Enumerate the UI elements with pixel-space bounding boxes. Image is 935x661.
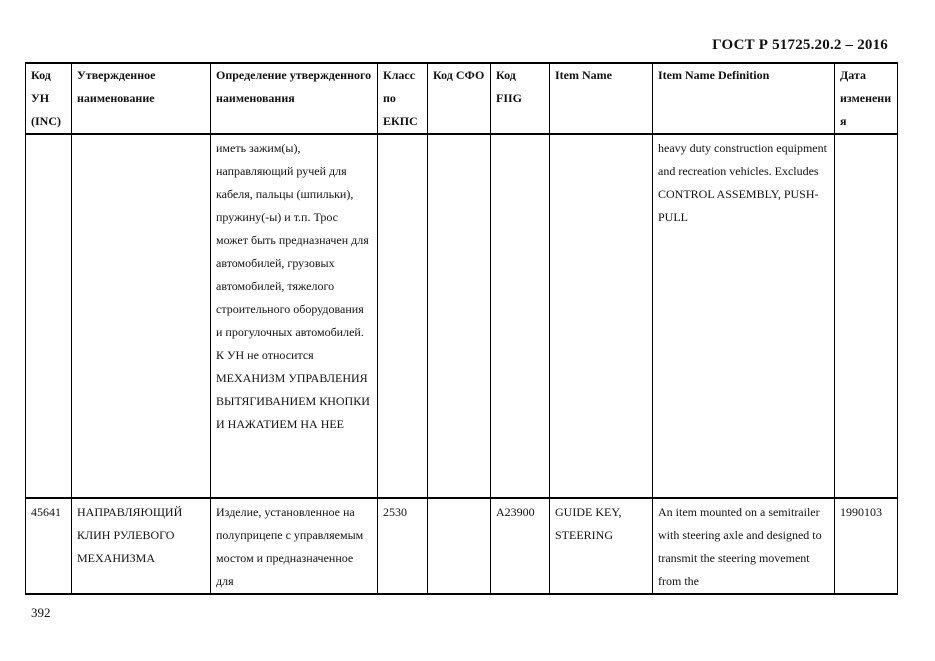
cell-item-name-definition: heavy duty construction equipment and recreation vehicles. Excludes CONTROL ASSEMBLY, PUSH-PULL [653,134,835,498]
col-header-ekps-class: Класс по ЕКПС [378,63,428,134]
col-header-fiig-code: Код FIIG [491,63,550,134]
cell-inc: 45641 [26,498,72,594]
col-header-approved-name: Утвержденное наименование [72,63,211,134]
cell-definition: Изделие, установленное на полуприцепе с управляемым мостом и предназначенное для [211,498,378,594]
cell-change-date [835,134,898,498]
cell-ekps-class: 2530 [378,498,428,594]
cell-approved-name [72,134,211,498]
cell-definition: иметь зажим(ы), направляющий ручей для кабеля, пальцы (шпильки), пружину(-ы) и т.п. Трос может быть предназначен для автомобилей, грузовых автомобилей, тяжелого строительного оборудования и прогулочных автомобилей. К УН не относится МЕХАНИЗМ УПРАВЛЕНИЯ ВЫТЯГИВАНИЕМ КНОПКИ И НАЖАТИЕМ НА НЕЕ [211,134,378,498]
col-header-item-name-definition: Item Name Definition [653,63,835,134]
table-row [26,498,898,594]
cell-item-name: GUIDE KEY, STEERING [550,498,653,594]
cell-fiig-code: A23900 [491,498,550,594]
col-header-item-name: Item Name [550,63,653,134]
cell-sfo-code [428,134,491,498]
cell-item-name [550,134,653,498]
col-header-inc: Код УН (INC) [26,63,72,134]
document-code: ГОСТ Р 51725.20.2 – 2016 [712,37,888,53]
cell-ekps-class [378,134,428,498]
table-row [26,134,898,498]
cell-fiig-code [491,134,550,498]
cell-item-name-definition: An item mounted on a semitrailer with steering axle and designed to transmit the steering movement from the [653,498,835,594]
cell-change-date: 1990103 [835,498,898,594]
col-header-definition: Определение утвержденного наименования [211,63,378,134]
cell-sfo-code [428,498,491,594]
cell-approved-name: НАПРАВЛЯЮЩИЙ КЛИН РУЛЕВОГО МЕХАНИЗМА [72,498,211,594]
page-number: 392 [31,605,51,620]
table-header-row [26,63,898,134]
catalog-table [25,62,898,595]
col-header-change-date: Дата изменения [835,63,898,134]
col-header-sfo-code: Код СФО [428,63,491,134]
cell-inc [26,134,72,498]
